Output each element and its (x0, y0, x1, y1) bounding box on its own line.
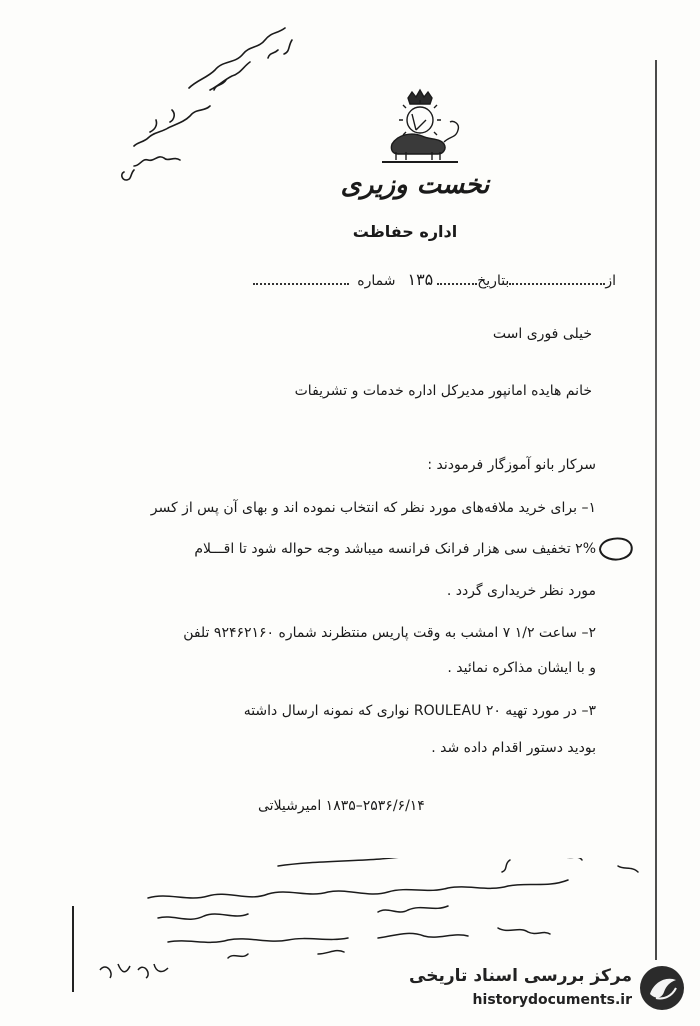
reference-row (186, 270, 616, 289)
archive-watermark (409, 962, 692, 1018)
from-dotted-field (509, 273, 605, 285)
body-line-1: ۱– برای خرید ملافه‌های مورد نظر که انتخاب نموده اند و بهای آن پس از کسر (150, 500, 596, 516)
body-line-6: ۳– در مورد تهیه ۲۰ ROULEAU نواری که نمونه ارسال داشته (243, 703, 596, 719)
handwritten-circle-mark (590, 530, 640, 564)
date-dotted-field (437, 273, 477, 285)
page-fold-line (655, 60, 657, 960)
number-dotted-field (253, 273, 349, 285)
body-line-5: و با ایشان مذاکره نمائید . (447, 660, 596, 676)
recipient-line: خانم هایده امانپور مدیرکل اداره خدمات و تشریفات (294, 383, 592, 399)
lion-and-sun-emblem-icon (370, 86, 470, 166)
urgency-note: خیلی فوری است (492, 326, 592, 342)
body-line-3: مورد نظر خریداری گردد . (446, 583, 596, 599)
handwritten-bracket (72, 906, 80, 992)
date-year: ۱۳۵ (407, 270, 434, 289)
archive-logo-icon (638, 964, 686, 1012)
signature-line: ۲۵۳۶/۶/۱۴–۱۸۳۵ امیرشیلاتی (258, 798, 425, 814)
body-line-4: ۲– ساعت ۱/۲ ۷ امشب به وقت پاریس منتظرند شماره ۹۲۴۶۲۱۶۰ تلفن (183, 625, 596, 641)
handwritten-margin-note-top (60, 10, 310, 200)
letterhead-department: اداره حفاظت (352, 222, 458, 241)
number-label: شماره (357, 273, 396, 289)
archive-name: مرکز بررسی اسناد تاریخی (409, 966, 632, 986)
from-label: از (605, 273, 616, 289)
archive-url: historydocuments.ir (472, 992, 632, 1008)
body-line-2: ۲% تخفیف سی هزار فرانک فرانسه میباشد وجه حواله شود تا اقـــلام (194, 541, 596, 557)
handwritten-number-mark (94, 954, 174, 984)
body-intro: سرکار بانو آموزگار فرمودند : (427, 457, 596, 473)
letterhead-title: نخست وزیری (340, 170, 490, 200)
body-line-7: بودید دستور اقدام داده شد . (431, 740, 596, 756)
date-label: بتاریخ (477, 273, 510, 289)
